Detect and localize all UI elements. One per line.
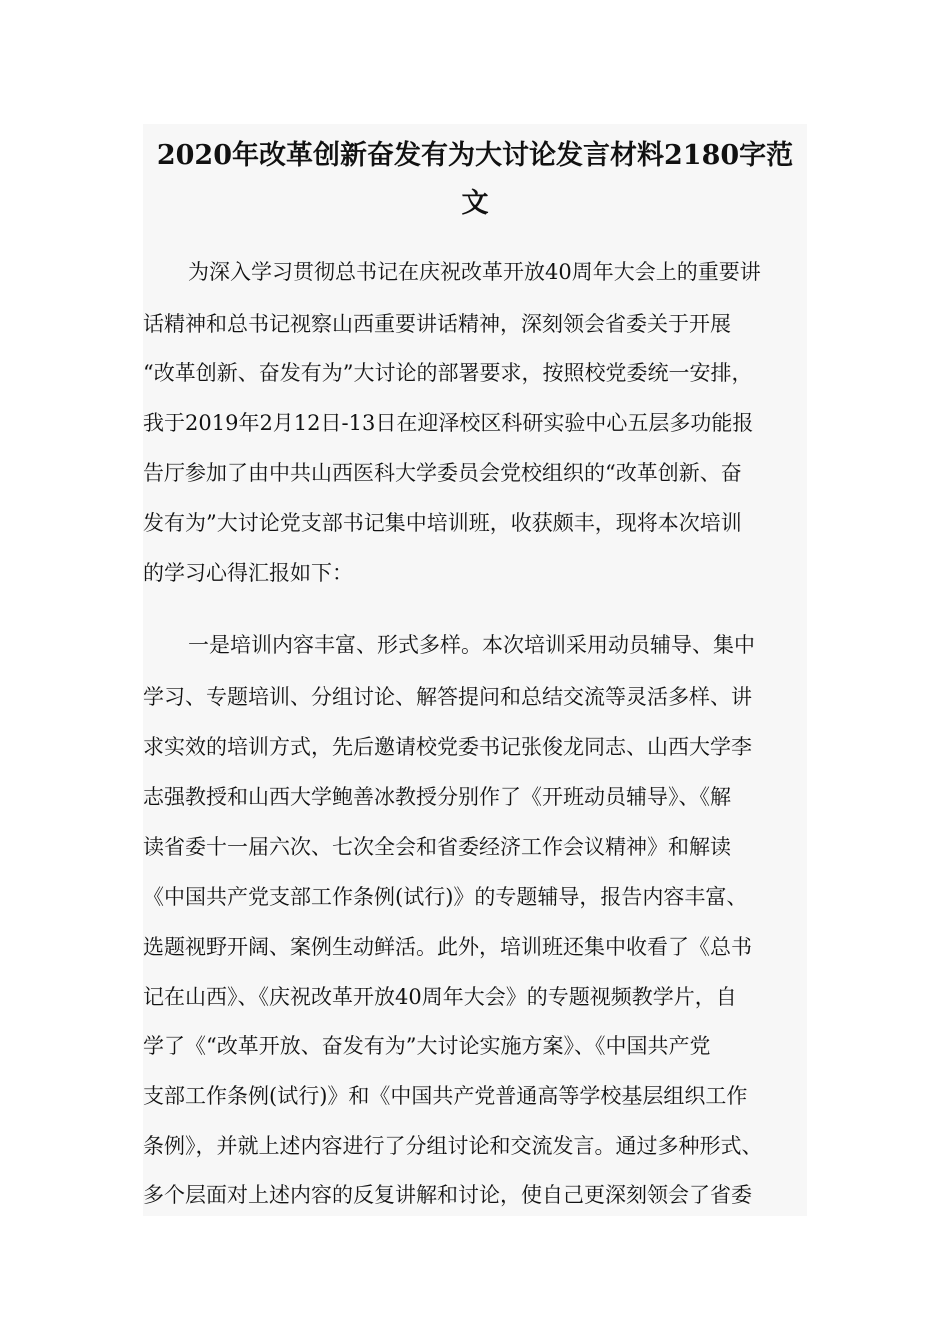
paragraph-2-line-5: 读省委十一届六次、七次全会和省委经济工作会议精神》和解读 — [143, 835, 731, 859]
paragraph-2-line-7: 选题视野开阔、案例生动鲜活。此外，培训班还集中收看了《总书 — [143, 935, 752, 959]
paragraph-2-line-9: 学了《“改革开放、奋发有为”大讨论实施方案》、《中国共产党 — [143, 1034, 711, 1058]
paragraph-2-line-6: 《中国共产党支部工作条例(试行)》的专题辅导，报告内容丰富、 — [143, 885, 748, 909]
paragraph-1-line-7: 的学习心得汇报如下： — [143, 561, 353, 585]
paragraph-2-line-3: 求实效的培训方式，先后邀请校党委书记张俊龙同志、山西大学李 — [143, 735, 752, 759]
paragraph-1-line-6: 发有为”大讨论党支部书记集中培训班，收获颇丰，现将本次培训 — [143, 511, 742, 535]
document-title-line-1: 2020年改革创新奋发有为大讨论发言材料2180字范 — [156, 140, 794, 171]
document-title-line-2: 文 — [461, 188, 489, 219]
paragraph-2-line-2: 学习、专题培训、分组讨论、解答提问和总结交流等灵活多样、讲 — [143, 685, 752, 709]
paragraph-2-line-4: 志强教授和山西大学鲍善冰教授分别作了《开班动员辅导》、《解 — [143, 785, 731, 809]
paragraph-1-line-5: 告厅参加了由中共山西医科大学委员会党校组织的“改革创新、奋 — [143, 461, 742, 485]
paragraph-1-line-2: 话精神和总书记视察山西重要讲话精神，深刻领会省委关于开展 — [143, 312, 731, 336]
paragraph-1-line-3: “改革创新、奋发有为”大讨论的部署要求，按照校党委统一安排， — [143, 361, 753, 385]
paragraph-2-line-12: 多个层面对上述内容的反复讲解和讨论，使自己更深刻领会了省委 — [143, 1183, 752, 1207]
paragraph-2-line-11: 条例》，并就上述内容进行了分组讨论和交流发言。通过多种形式、 — [143, 1134, 763, 1158]
paragraph-2-line-1: 一是培训内容丰富、形式多样。本次培训采用动员辅导、集中 — [188, 633, 755, 657]
paragraph-1-line-4: 我于2019年2月12日-13日在迎泽校区科研实验中心五层多功能报 — [143, 411, 754, 435]
paragraph-2-line-8: 记在山西》、《庆祝改革开放40周年大会》的专题视频教学片，自 — [143, 985, 737, 1009]
paragraph-2-line-10: 支部工作条例(试行)》和《中国共产党普通高等学校基层组织工作 — [143, 1084, 748, 1108]
paragraph-1-line-1: 为深入学习贯彻总书记在庆祝改革开放40周年大会上的重要讲 — [188, 260, 761, 284]
